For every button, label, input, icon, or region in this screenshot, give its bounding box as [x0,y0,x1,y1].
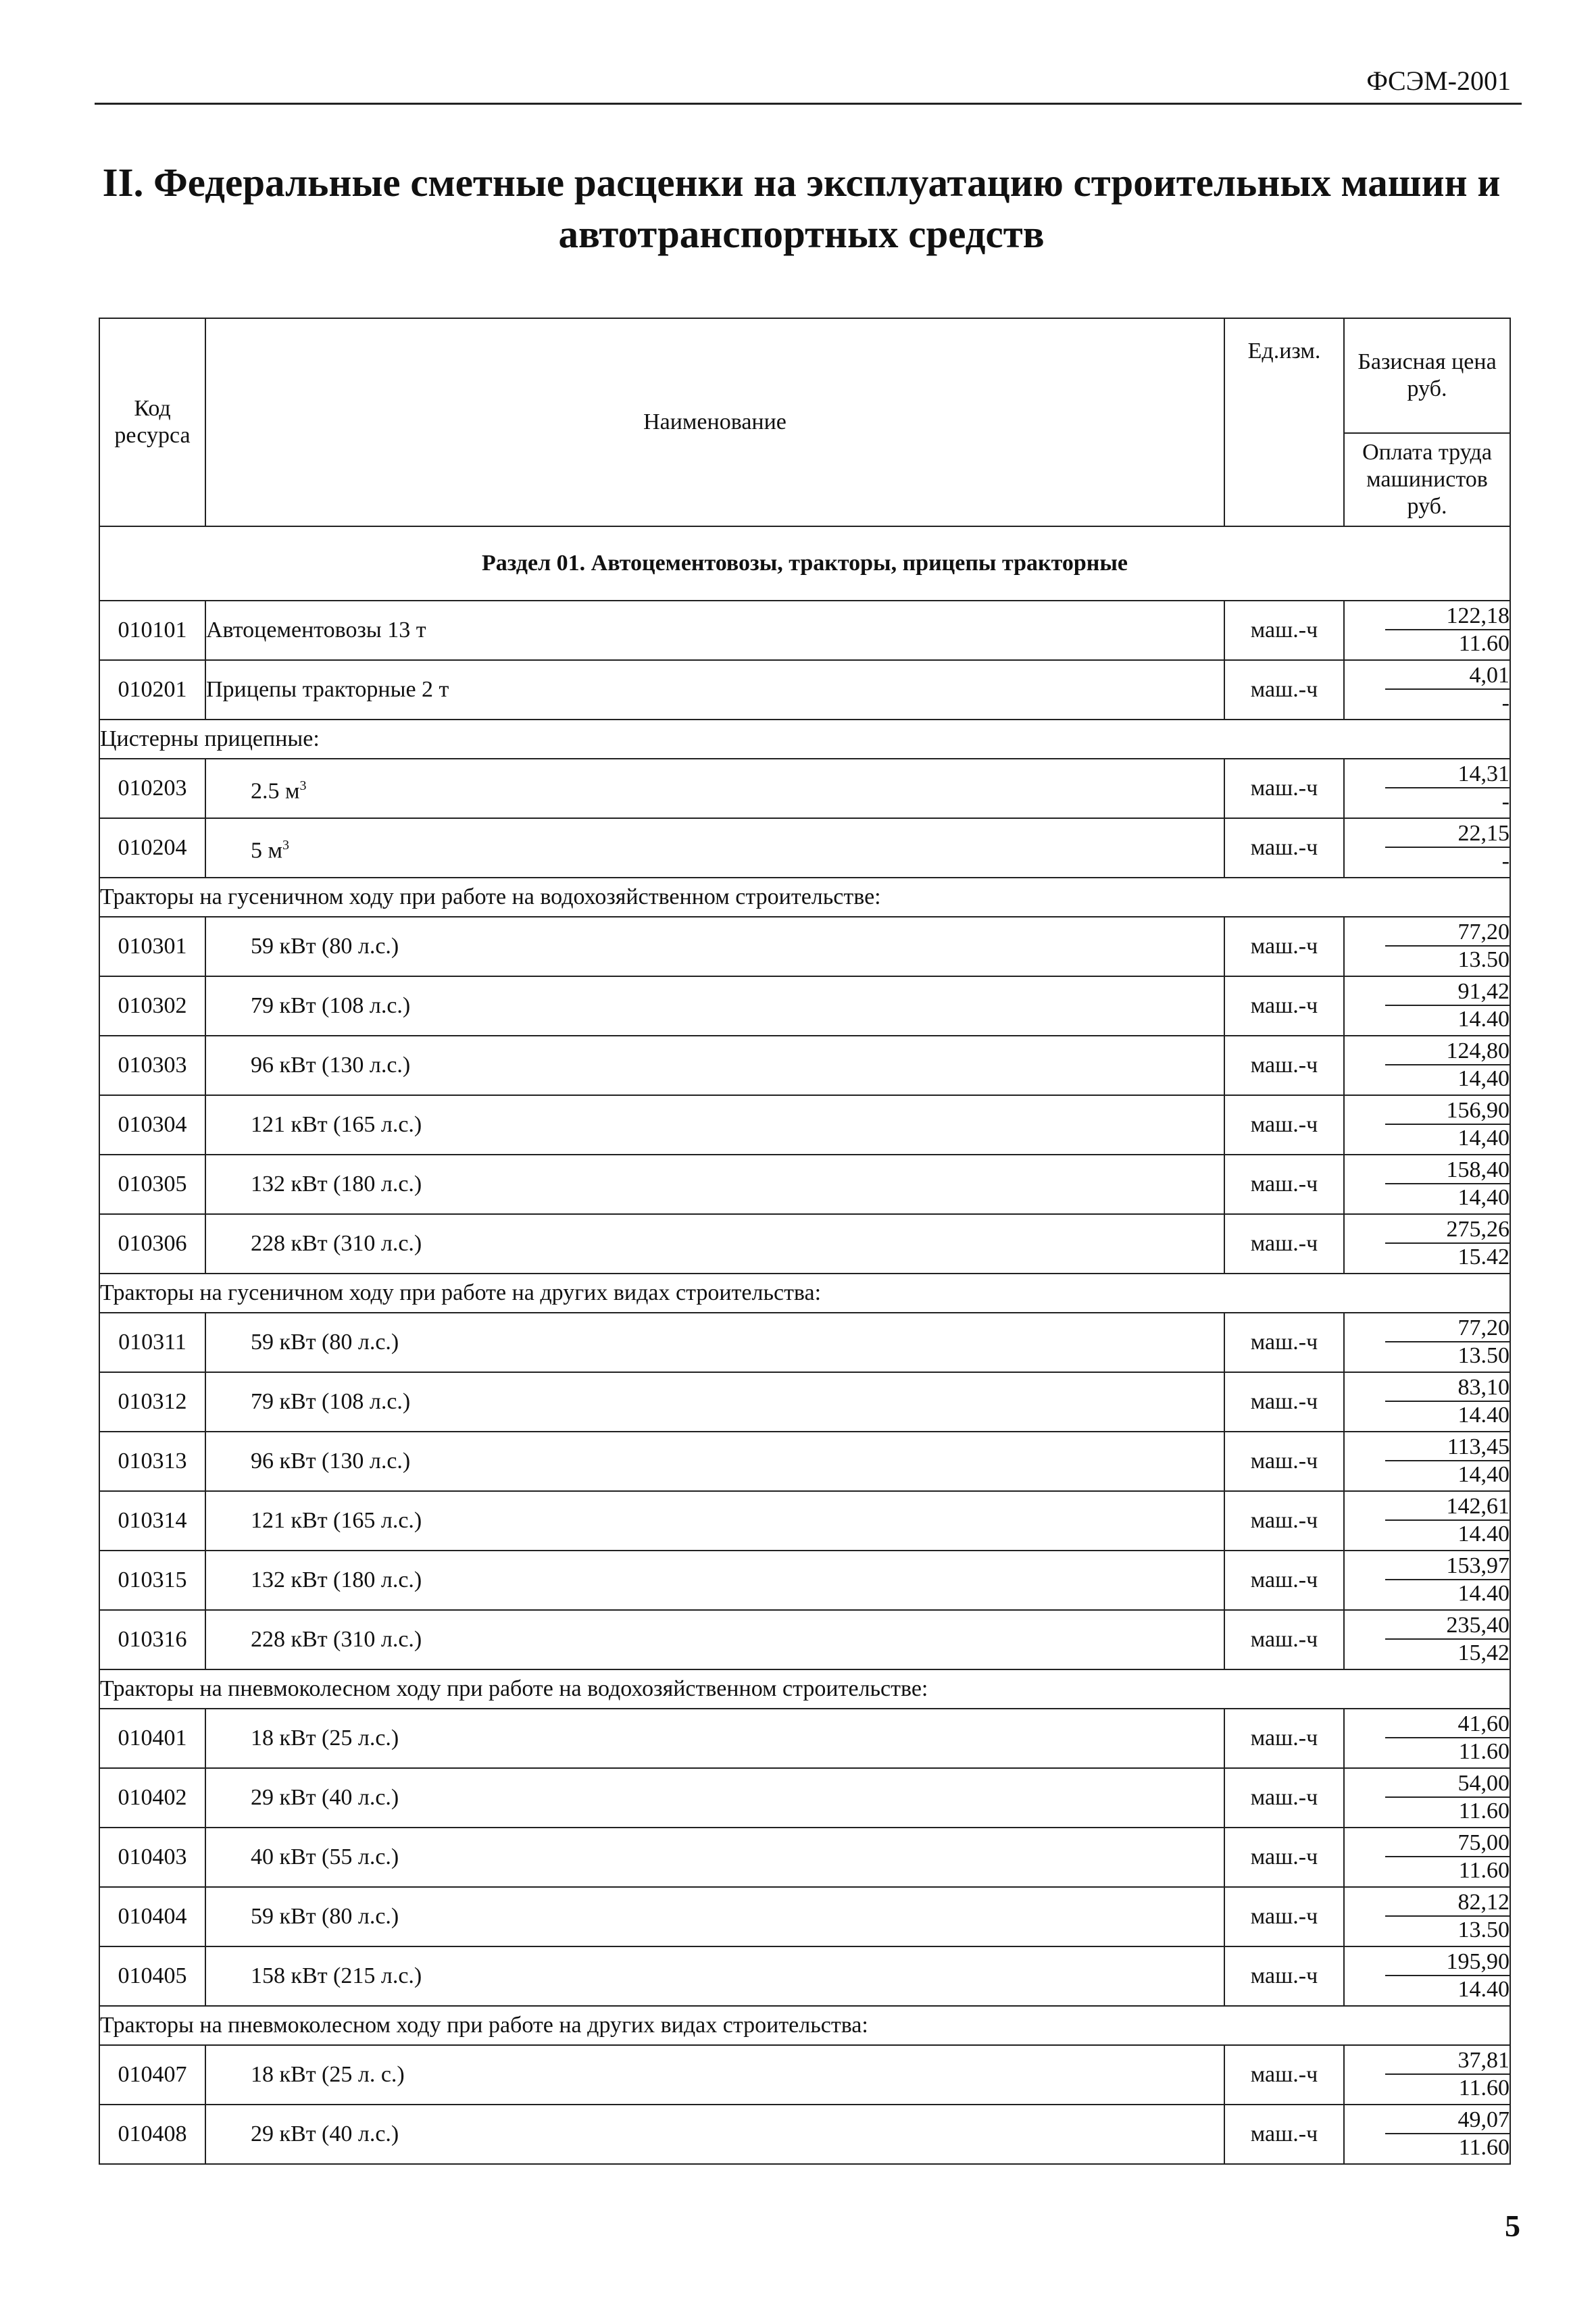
resource-name-text: Автоцементовозы 13 т [206,618,426,643]
unit-of-measure: маш.-ч [1224,1095,1344,1155]
unit-of-measure: маш.-ч [1224,1432,1344,1491]
unit-exponent: 3 [299,778,307,793]
header-base-price: Базисная цена руб. [1344,318,1510,433]
operator-pay: 14,40 [1457,1185,1510,1210]
operator-pay: - [1501,690,1510,715]
table-row [99,1551,1510,1610]
resource-name [205,1313,1224,1372]
resource-name [205,660,1224,720]
resource-name-text: 18 кВт (25 л. с.) [251,2062,405,2087]
table-row [99,1828,1510,1887]
resource-code: 010301 [99,917,205,976]
resource-name-text: 228 кВт (310 л.с.) [251,1627,422,1652]
unit-of-measure: маш.-ч [1224,1768,1344,1828]
resource-name-text: 121 кВт (165 л.с.) [251,1508,422,1533]
base-price: 91,42 [1385,979,1510,1006]
unit-of-measure: маш.-ч [1224,1610,1344,1669]
resource-code: 010313 [99,1432,205,1491]
table-row [99,1036,1510,1095]
resource-code: 010314 [99,1491,205,1551]
unit-of-measure: маш.-ч [1224,917,1344,976]
group-row [99,1669,1510,1709]
unit-of-measure: маш.-ч [1224,1372,1344,1432]
operator-pay: 13.50 [1457,947,1510,972]
base-price: 195,90 [1385,1949,1510,1976]
table-row [99,1946,1510,2006]
resource-name [205,818,1224,878]
operator-pay: - [1501,849,1510,874]
operator-pay: 14.40 [1457,1403,1510,1428]
table-row [99,1372,1510,1432]
group-title: Тракторы на пневмоколесном ходу при работе на других видах строительства: [99,2006,1510,2045]
table-row [99,2105,1510,2164]
unit-of-measure: маш.-ч [1224,660,1344,720]
base-price: 83,10 [1385,1375,1510,1402]
price-cell [1344,1155,1510,1214]
operator-pay: 14.40 [1457,1977,1510,2002]
operator-pay: 11.60 [1458,631,1510,656]
resource-code: 010303 [99,1036,205,1095]
table-row [99,1095,1510,1155]
base-price: 14,31 [1385,761,1510,788]
resource-code: 010405 [99,1946,205,2006]
base-price: 41,60 [1385,1711,1510,1738]
resource-name-text: 121 кВт (165 л.с.) [251,1112,422,1137]
base-price: 153,97 [1385,1553,1510,1580]
resource-name [205,1491,1224,1551]
page-title-line-1: II. Федеральные сметные расценки на эксплуатацию строительных машин и [102,160,1501,205]
price-cell [1344,1551,1510,1610]
group-title: Тракторы на гусеничном ходу при работе на водохозяйственном строительстве: [99,878,1510,917]
price-cell [1344,601,1510,660]
resource-name-text: 29 кВт (40 л.с.) [251,2121,399,2146]
resource-name [205,1828,1224,1887]
table-row [99,1768,1510,1828]
header-operator-pay: Оплата труда машинистов руб. [1344,433,1510,526]
operator-pay: 11.60 [1458,1799,1510,1823]
rates-table [99,318,1511,2165]
resource-code: 010204 [99,818,205,878]
price-cell [1344,1610,1510,1669]
resource-name-text: 5 м [251,838,283,863]
operator-pay: 14.40 [1457,1521,1510,1546]
resource-name-text: 158 кВт (215 л.с.) [251,1963,422,1988]
price-cell [1344,660,1510,720]
resource-code: 010401 [99,1709,205,1768]
price-cell [1344,2105,1510,2164]
resource-name [205,1768,1224,1828]
table-row [99,2045,1510,2105]
section-title: Раздел 01. Автоцементовозы, тракторы, прицепы тракторные [99,526,1510,601]
resource-name [205,917,1224,976]
resource-code: 010302 [99,976,205,1036]
header-rule [95,103,1522,105]
base-price: 142,61 [1385,1494,1510,1521]
price-cell [1344,1491,1510,1551]
base-price: 77,20 [1385,920,1510,947]
rates-table-body [99,318,1510,2164]
resource-name [205,1432,1224,1491]
price-cell [1344,1313,1510,1372]
table-row [99,1214,1510,1274]
table-row [99,1313,1510,1372]
table-row [99,660,1510,720]
operator-pay: 15.42 [1457,1244,1510,1269]
table-row [99,759,1510,818]
resource-name-text: 18 кВт (25 л.с.) [251,1726,399,1751]
operator-pay: 11.60 [1458,2135,1510,2160]
base-price: 4,01 [1385,663,1510,690]
base-price: 124,80 [1385,1038,1510,1065]
base-price: 275,26 [1385,1217,1510,1244]
base-price: 37,81 [1385,2048,1510,2075]
operator-pay: 11.60 [1458,1739,1510,1764]
table-row [99,1432,1510,1491]
operator-pay: 11.60 [1458,2076,1510,2101]
table-row [99,917,1510,976]
unit-of-measure: маш.-ч [1224,1036,1344,1095]
base-price: 122,18 [1385,603,1510,630]
table-row [99,1709,1510,1768]
resource-code: 010316 [99,1610,205,1669]
header-unit: Ед.изм. [1224,318,1344,526]
base-price: 82,12 [1385,1890,1510,1917]
resource-code: 010201 [99,660,205,720]
resource-name-text: 96 кВт (130 л.с.) [251,1449,411,1474]
resource-name-text: 132 кВт (180 л.с.) [251,1567,422,1592]
resource-code: 010315 [99,1551,205,1610]
operator-pay: 14.40 [1457,1007,1510,1032]
price-cell [1344,1432,1510,1491]
unit-of-measure: маш.-ч [1224,1155,1344,1214]
resource-name [205,1551,1224,1610]
resource-name [205,976,1224,1036]
resource-name-text: 59 кВт (80 л.с.) [251,1330,399,1355]
unit-of-measure: маш.-ч [1224,2105,1344,2164]
base-price: 235,40 [1385,1613,1510,1640]
resource-name-text: 59 кВт (80 л.с.) [251,934,399,959]
resource-code: 010311 [99,1313,205,1372]
resource-name [205,601,1224,660]
resource-name [205,1214,1224,1274]
unit-of-measure: маш.-ч [1224,1709,1344,1768]
price-cell [1344,759,1510,818]
resource-name [205,2105,1224,2164]
price-cell [1344,917,1510,976]
base-price: 156,90 [1385,1098,1510,1125]
unit-of-measure: маш.-ч [1224,601,1344,660]
section-row [99,526,1510,601]
base-price: 22,15 [1385,821,1510,848]
table-row [99,976,1510,1036]
operator-pay: 11.60 [1458,1858,1510,1883]
price-cell [1344,1768,1510,1828]
unit-of-measure: маш.-ч [1224,1214,1344,1274]
resource-name-text: 228 кВт (310 л.с.) [251,1231,422,1256]
operator-pay: - [1501,789,1510,814]
resource-name [205,1372,1224,1432]
resource-name [205,1887,1224,1946]
price-cell [1344,818,1510,878]
base-price: 77,20 [1385,1315,1510,1342]
base-price: 49,07 [1385,2107,1510,2134]
resource-name [205,1610,1224,1669]
resource-name-text: 40 кВт (55 л.с.) [251,1844,399,1869]
unit-of-measure: маш.-ч [1224,759,1344,818]
group-row [99,2006,1510,2045]
price-cell [1344,1946,1510,2006]
group-title: Цистерны прицепные: [99,720,1510,759]
resource-name-text: 79 кВт (108 л.с.) [251,993,411,1018]
unit-exponent: 3 [282,837,290,853]
group-row [99,878,1510,917]
resource-name-text: 29 кВт (40 л.с.) [251,1785,399,1810]
price-cell [1344,1095,1510,1155]
resource-code: 010101 [99,601,205,660]
resource-code: 010305 [99,1155,205,1214]
operator-pay: 13.50 [1457,1917,1510,1942]
resource-code: 010407 [99,2045,205,2105]
group-title: Тракторы на пневмоколесном ходу при работе на водохозяйственном строительстве: [99,1669,1510,1709]
unit-of-measure: маш.-ч [1224,1551,1344,1610]
table-row [99,601,1510,660]
resource-code: 010203 [99,759,205,818]
operator-pay: 14.40 [1457,1581,1510,1606]
unit-of-measure: маш.-ч [1224,1828,1344,1887]
resource-name [205,1036,1224,1095]
base-price: 113,45 [1385,1434,1510,1461]
resource-code: 010312 [99,1372,205,1432]
unit-of-measure: маш.-ч [1224,818,1344,878]
price-cell [1344,1887,1510,1946]
unit-of-measure: маш.-ч [1224,976,1344,1036]
unit-of-measure: маш.-ч [1224,1946,1344,2006]
price-cell [1344,1214,1510,1274]
price-cell [1344,1828,1510,1887]
header-resource-code: Код ресурса [99,318,205,526]
table-row [99,1887,1510,1946]
price-cell [1344,2045,1510,2105]
resource-name-text: 132 кВт (180 л.с.) [251,1172,422,1197]
table-row [99,818,1510,878]
table-row [99,1155,1510,1214]
base-price: 158,40 [1385,1157,1510,1184]
operator-pay: 14,40 [1457,1126,1510,1151]
resource-name-text: 2.5 м [251,778,300,804]
group-row [99,1274,1510,1313]
operator-pay: 14,40 [1457,1462,1510,1487]
resource-code: 010403 [99,1828,205,1887]
page-number: 5 [1505,2209,1520,2243]
resource-name-text: 59 кВт (80 л.с.) [251,1904,399,1929]
price-cell [1344,1372,1510,1432]
resource-code: 010404 [99,1887,205,1946]
resource-name [205,759,1224,818]
resource-code: 010306 [99,1214,205,1274]
header-name: Наименование [205,318,1224,526]
resource-code: 010402 [99,1768,205,1828]
price-cell [1344,1036,1510,1095]
base-price: 54,00 [1385,1771,1510,1798]
resource-code: 010408 [99,2105,205,2164]
operator-pay: 15,42 [1457,1640,1510,1665]
resource-name [205,1709,1224,1768]
page-title-line-2: автотранспортных средств [558,211,1045,256]
table-row [99,1491,1510,1551]
group-title: Тракторы на гусеничном ходу при работе на других видах строительства: [99,1274,1510,1313]
page-title [81,157,1522,259]
operator-pay: 14,40 [1457,1066,1510,1091]
resource-name [205,1155,1224,1214]
table-header-row [99,318,1510,433]
operator-pay: 13.50 [1457,1343,1510,1368]
resource-name [205,1946,1224,2006]
base-price: 75,00 [1385,1830,1510,1857]
unit-of-measure: маш.-ч [1224,1491,1344,1551]
unit-of-measure: маш.-ч [1224,2045,1344,2105]
resource-name [205,2045,1224,2105]
resource-name-text: Прицепы тракторные 2 т [206,677,449,702]
resource-name-text: 96 кВт (130 л.с.) [251,1053,411,1078]
table-row [99,1610,1510,1669]
resource-code: 010304 [99,1095,205,1155]
price-cell [1344,976,1510,1036]
group-row [99,720,1510,759]
unit-of-measure: маш.-ч [1224,1313,1344,1372]
document-code: ФСЭМ-2001 [1366,66,1511,96]
unit-of-measure: маш.-ч [1224,1887,1344,1946]
resource-name-text: 79 кВт (108 л.с.) [251,1389,411,1414]
price-cell [1344,1709,1510,1768]
resource-name [205,1095,1224,1155]
